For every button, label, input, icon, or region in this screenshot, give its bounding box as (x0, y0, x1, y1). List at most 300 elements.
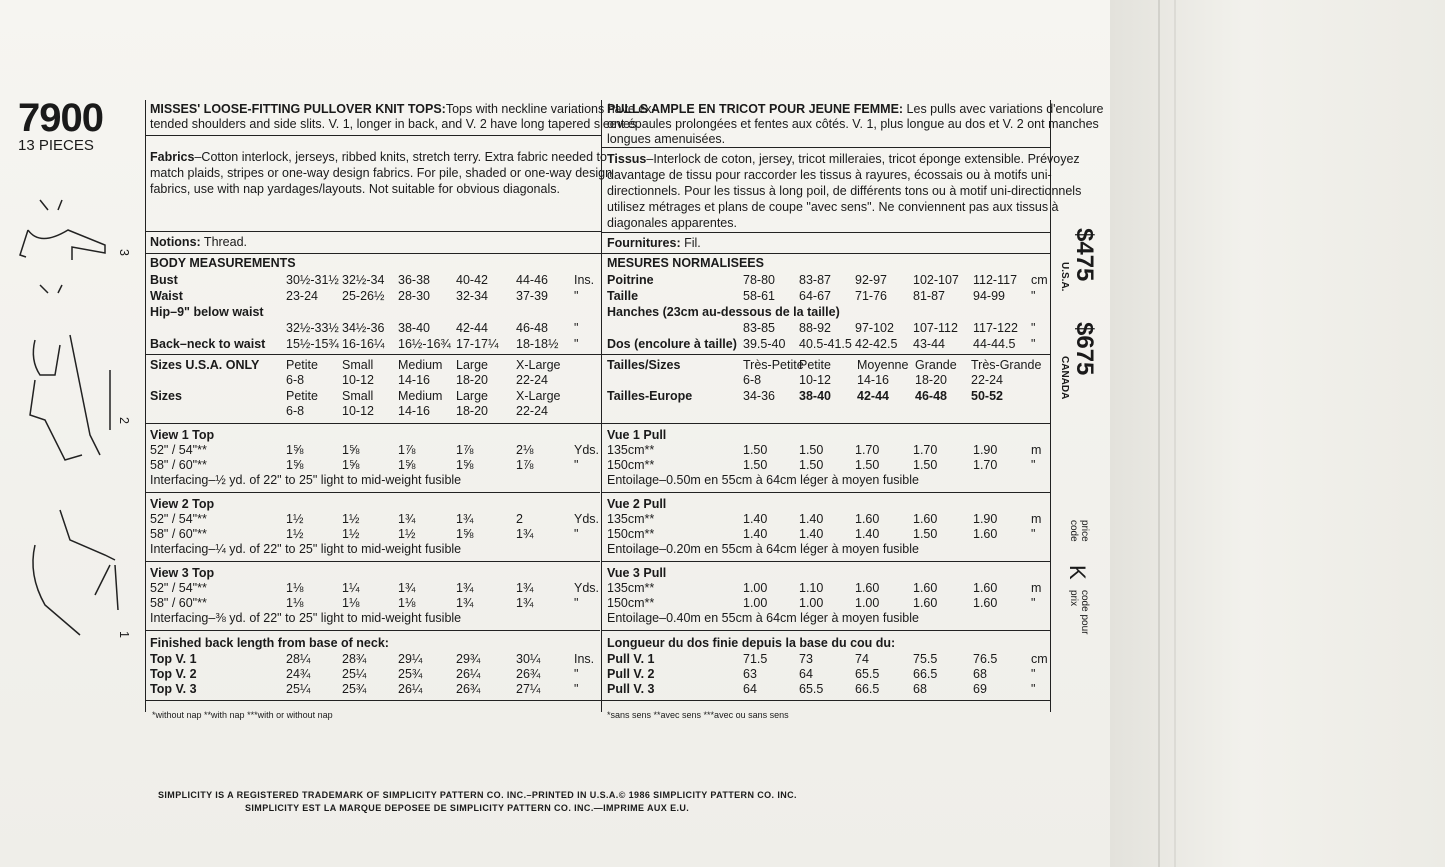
measure-value: 78-80 (743, 273, 775, 287)
fabric-width: 135cm** (607, 443, 655, 457)
interfacing-row (150, 611, 600, 626)
yardage-value: 1.50 (799, 458, 824, 472)
finished-row (150, 682, 600, 697)
en-header (150, 102, 656, 117)
yardage-value: 1½ (342, 527, 360, 541)
yardage-row (607, 443, 1050, 458)
section-rule (145, 354, 601, 355)
column-divider (601, 100, 602, 712)
fournitures-label: Fournitures: (607, 236, 681, 250)
en-sizes-row (150, 358, 600, 373)
notions-text: Thread. (200, 235, 248, 249)
yardage-value: 2⅛ (516, 443, 534, 457)
yardage-value: 1¾ (516, 527, 534, 541)
yardage-value: 1⅛ (286, 596, 304, 610)
column-divider (145, 100, 146, 712)
yardage-value: 1.40 (855, 527, 880, 541)
view-title-row (607, 566, 1050, 581)
length-value: 26¼ (398, 682, 423, 696)
unit-label: " (1031, 596, 1036, 610)
sizes-label: Sizes U.S.A. ONLY (150, 358, 260, 372)
yardage-value: 1.00 (799, 596, 824, 610)
fabric-width: 150cm** (607, 458, 655, 472)
fabrics-line: match plaids, stripes or one-way design fabrics. For pile, shaded or one-way design (150, 166, 613, 180)
length-value: 24¾ (286, 667, 311, 681)
measure-value: 117-122 (973, 321, 1018, 335)
size-num: 22-24 (971, 373, 1003, 387)
measure-value: 32-34 (456, 289, 488, 303)
unit-label: " (574, 667, 579, 681)
size-name: Petite (799, 358, 831, 372)
size-num: 6-8 (286, 373, 305, 387)
measure-label: Back–neck to waist (150, 337, 266, 351)
section-rule (145, 561, 600, 562)
size-name: Très-Petite (743, 358, 804, 372)
sketch-number: 1 (116, 631, 131, 638)
section-rule (601, 147, 1050, 148)
size-num: 10-12 (342, 373, 374, 387)
yardage-value: 1.50 (743, 443, 768, 457)
interfacing-note: Interfacing–⅜ yd. of 22" to 25" light to mid-weight fusible (150, 611, 462, 625)
yardage-value: 1⅞ (456, 443, 474, 457)
unit-label: " (1031, 321, 1036, 335)
measure-value: 94-99 (973, 289, 1005, 303)
section-rule (601, 253, 1050, 254)
view-title: Vue 1 Pull (607, 428, 667, 442)
fr-desc-line: longues amenuisées. (607, 132, 726, 146)
pattern-number: 7900 (18, 96, 103, 140)
yardage-value: 1⅞ (398, 443, 416, 457)
measure-value: 43-44 (913, 337, 945, 351)
size-name: Small (342, 358, 374, 372)
section-rule (145, 492, 600, 493)
yardage-value: 1⅝ (286, 458, 304, 472)
fabric-width: 135cm** (607, 581, 655, 595)
view-title: Vue 3 Pull (607, 566, 667, 580)
unit-label: " (1031, 527, 1036, 541)
flap-crease (1158, 0, 1160, 867)
measurement-row (150, 321, 600, 336)
measure-value: 38-40 (398, 321, 430, 335)
envelope-flap (1110, 0, 1445, 867)
length-value: 65.5 (799, 682, 824, 696)
length-value: 28¾ (342, 652, 367, 666)
unit-label: " (1031, 337, 1036, 351)
size-name: X-Large (516, 389, 561, 403)
en-fabrics (150, 150, 607, 165)
measure-value: 36-38 (398, 273, 430, 287)
measure-value: 34½-36 (342, 321, 385, 335)
interfacing-row (607, 611, 1050, 626)
unit-label: cm (1031, 273, 1048, 287)
size-num: 6-8 (743, 373, 762, 387)
measure-value: 39.5-40 (743, 337, 786, 351)
price-code-label: price code (1068, 520, 1090, 542)
eu-size: 46-48 (915, 389, 947, 403)
tissus-line: directionnels. Pour les tissus à long poil, de différents tons ou à motif uni-directionnels (607, 184, 1082, 198)
sizes-label: Sizes (150, 389, 182, 403)
fabrics-line: fabrics, use with nap yardages/layouts. Not suitable for obvious diagonals. (150, 182, 560, 196)
length-value: 73 (799, 652, 813, 666)
section-rule (602, 492, 1050, 493)
fabric-width: 52" / 54"** (150, 581, 207, 595)
finished-row (607, 682, 1052, 697)
finished-label: Pull V. 3 (607, 682, 655, 696)
length-value: 64 (743, 682, 757, 696)
interfacing-row (150, 542, 600, 557)
yardage-value: 1¾ (398, 581, 416, 595)
fr-size-nums (607, 373, 1052, 388)
measure-value: 83-85 (743, 321, 775, 335)
measure-value: 64-67 (799, 289, 831, 303)
unit-label: Yds. (574, 581, 600, 595)
yardage-value: 1¾ (398, 512, 416, 526)
yardage-value: 1.70 (913, 443, 938, 457)
length-value: 66.5 (913, 667, 938, 681)
measure-label: Bust (150, 273, 178, 287)
en-desc-line: tended shoulders and side slits. V. 1, longer in back, and V. 2 have long tapered sleeves. (150, 117, 640, 131)
size-num: 6-8 (286, 404, 305, 418)
size-num: 18-20 (456, 373, 488, 387)
size-name: Medium (398, 389, 443, 403)
size-name: Moyenne (857, 358, 909, 372)
price-canada: $675 (1071, 322, 1098, 376)
measure-value: 28-30 (398, 289, 430, 303)
measure-value: 42-42.5 (855, 337, 898, 351)
yardage-value: 1¾ (456, 596, 474, 610)
length-value: 28¼ (286, 652, 311, 666)
yardage-value: 1.70 (855, 443, 880, 457)
mesures-title: MESURES NORMALISEES (607, 256, 764, 270)
measure-value: 88-92 (799, 321, 831, 335)
finished-row (607, 667, 1052, 682)
measure-value: 71-76 (855, 289, 887, 303)
yardage-value: 1.90 (973, 443, 998, 457)
unit-label: " (574, 289, 579, 303)
view-title: View 3 Top (150, 566, 215, 580)
unit-label: Yds. (574, 512, 600, 526)
yardage-row (150, 581, 600, 596)
finished-row (150, 667, 600, 682)
length-value: 68 (973, 667, 987, 681)
length-value: 26¾ (456, 682, 481, 696)
length-value: 64 (799, 667, 813, 681)
yardage-value: 2 (516, 512, 523, 526)
unit-label: " (1031, 289, 1036, 303)
unit-label: " (1031, 458, 1036, 472)
fabric-width: 58" / 60"** (150, 458, 207, 472)
length-value: 25¼ (286, 682, 311, 696)
measure-value: 42-44 (456, 321, 488, 335)
measurement-row (607, 321, 1052, 336)
section-rule (602, 630, 1050, 631)
yardage-value: 1.60 (855, 512, 880, 526)
length-value: 71.5 (743, 652, 768, 666)
section-rule (145, 253, 601, 254)
section-rule (145, 630, 600, 631)
unit-label: " (574, 321, 579, 335)
length-value: 25¼ (342, 667, 367, 681)
section-rule (145, 231, 601, 232)
measure-value: 30½-31½ (286, 273, 339, 287)
length-value: 76.5 (973, 652, 998, 666)
eu-size: 42-44 (857, 389, 889, 403)
size-num: 10-12 (342, 404, 374, 418)
length-value: 29¾ (456, 652, 481, 666)
measure-value: 102-107 (913, 273, 959, 287)
size-num: 22-24 (516, 404, 548, 418)
length-value: 66.5 (855, 682, 880, 696)
measure-value: 32½-33½ (286, 321, 339, 335)
view-title: View 1 Top (150, 428, 215, 442)
measure-value: 44-46 (516, 273, 548, 287)
section-rule (602, 561, 1050, 562)
yardage-value: 1⅝ (342, 458, 360, 472)
tailles-label: Tailles/Sizes (607, 358, 681, 372)
yardage-value: 1½ (286, 527, 304, 541)
length-value: 27¼ (516, 682, 541, 696)
tissus-label: Tissus (607, 152, 647, 166)
size-name: Medium (398, 358, 443, 372)
fabric-width: 52" / 54"** (150, 512, 207, 526)
view-title-row (150, 428, 600, 443)
measure-value: 40-42 (456, 273, 488, 287)
tissus-line: davantage de tissu pour raccorder les tissus à rayures, écossais ou à motifs uni- (607, 168, 1052, 182)
unit-label: " (1031, 682, 1036, 696)
size-name: X-Large (516, 358, 561, 372)
interfacing-row (150, 473, 600, 488)
interfacing-note: Entoilage–0.50m en 55cm à 64cm léger à moyen fusible (607, 473, 919, 487)
measure-value: 107-112 (913, 321, 958, 335)
yardage-value: 1⅝ (456, 527, 474, 541)
measurement-row (607, 305, 1052, 320)
finished-label: Pull V. 2 (607, 667, 655, 681)
fr-sizes-row (607, 358, 1052, 373)
yardage-value: 1½ (286, 512, 304, 526)
fabric-width: 58" / 60"** (150, 596, 207, 610)
fr-footnote: *sans sens **avec sens ***avec ou sans sens (607, 710, 789, 720)
finished-label: Top V. 3 (150, 682, 197, 696)
yardage-value: 1⅝ (398, 458, 416, 472)
measure-label: Poitrine (607, 273, 654, 287)
size-name: Small (342, 389, 374, 403)
yardage-value: 1¾ (516, 581, 534, 595)
view-title-row (150, 566, 600, 581)
size-num: 18-20 (456, 404, 488, 418)
fournitures-text: Fil. (680, 236, 701, 250)
fabric-width: 135cm** (607, 512, 655, 526)
interfacing-note: Interfacing–½ yd. of 22" to 25" light to mid-weight fusible (150, 473, 462, 487)
yardage-value: 1.50 (913, 458, 938, 472)
eu-size: 34-36 (743, 389, 775, 403)
en-size-nums (150, 373, 600, 388)
yardage-value: 1.00 (743, 581, 768, 595)
length-value: 74 (855, 652, 869, 666)
yardage-value: 1½ (342, 512, 360, 526)
fabrics-text: –Cotton interlock, jerseys, ribbed knits, stretch terry. Extra fabric needed to (194, 150, 607, 164)
size-num: 10-12 (799, 373, 831, 387)
unit-label: m (1031, 443, 1042, 457)
yardage-row (607, 458, 1050, 473)
fr-title: PULLS AMPLE EN TRICOT POUR JEUNE FEMME: (607, 102, 904, 116)
section-rule (145, 423, 601, 424)
yardage-value: 1.60 (973, 581, 998, 595)
unit-label: " (574, 458, 579, 472)
yardage-value: 1⅝ (456, 458, 474, 472)
eu-size: 50-52 (971, 389, 1003, 403)
size-num: 14-16 (857, 373, 889, 387)
en-title: MISSES' LOOSE-FITTING PULLOVER KNIT TOPS: (150, 102, 446, 116)
section-rule (601, 232, 1050, 233)
fabrics-label: Fabrics (150, 150, 195, 164)
unit-label: m (1031, 512, 1042, 526)
yardage-value: 1⅛ (342, 596, 360, 610)
yardage-value: 1.00 (855, 596, 880, 610)
unit-label: m (1031, 581, 1042, 595)
fr-eu-sizes-row (607, 389, 1052, 404)
view-title-row (607, 497, 1050, 512)
sketch-number: 3 (116, 249, 131, 256)
en-footnote: *without nap **with nap ***with or without nap (152, 710, 333, 720)
measure-value: 17-17¼ (456, 337, 499, 351)
yardage-row (607, 596, 1050, 611)
yardage-value: 1.00 (743, 596, 768, 610)
yardage-value: 1.50 (855, 458, 880, 472)
unit-label: " (574, 596, 579, 610)
length-value: 26¾ (516, 667, 541, 681)
yardage-row (607, 527, 1050, 542)
measurement-row (150, 273, 600, 288)
fabric-width: 58" / 60"** (150, 527, 207, 541)
fr-fournitures (607, 236, 701, 251)
unit-label: Ins. (574, 652, 595, 666)
finished-label: Top V. 2 (150, 667, 197, 681)
yardage-value: 1⅛ (398, 596, 416, 610)
measure-label: Hanches (23cm au-dessous de la taille) (607, 305, 840, 319)
length-value: 25¾ (342, 682, 367, 696)
finished-title: Finished back length from base of neck: (150, 636, 389, 650)
measurement-row (150, 289, 600, 304)
yardage-value: 1.50 (913, 527, 938, 541)
size-name: Grande (915, 358, 957, 372)
yardage-value: 1.40 (799, 512, 824, 526)
price-code: K (1065, 565, 1090, 580)
measure-value: 37-39 (516, 289, 548, 303)
longueur-title: Longueur du dos finie depuis la base du cou du: (607, 636, 896, 650)
measure-value: 92-97 (855, 273, 887, 287)
fabric-width: 150cm** (607, 596, 655, 610)
yardage-value: 1.10 (799, 581, 824, 595)
finished-row (607, 652, 1052, 667)
yardage-row (607, 512, 1050, 527)
section-rule (601, 354, 1050, 355)
unit-label: " (574, 527, 579, 541)
unit-label: " (574, 682, 579, 696)
unit-label: " (1031, 667, 1036, 681)
yardage-value: 1.70 (973, 458, 998, 472)
yardage-row (150, 458, 600, 473)
finished-label: Top V. 1 (150, 652, 197, 666)
unit-label: Ins. (574, 273, 595, 287)
yardage-row (150, 596, 600, 611)
length-value: 29¼ (398, 652, 423, 666)
size-name: Large (456, 389, 488, 403)
yardage-row (150, 512, 600, 527)
yardage-value: 1.60 (913, 512, 938, 526)
length-value: 68 (913, 682, 927, 696)
view-title: View 2 Top (150, 497, 215, 511)
tissus-text: –Interlock de coton, jersey, tricot milleraies, tricot éponge extensible. Prévoyez (646, 152, 1080, 166)
price-code-fr: code pour prix (1068, 590, 1090, 635)
interfacing-note: Entoilage–0.40m en 55cm à 64cm léger à moyen fusible (607, 611, 919, 625)
length-value: 69 (973, 682, 987, 696)
measure-value: 23-24 (286, 289, 318, 303)
en-size-nums (150, 404, 600, 419)
yardage-row (607, 581, 1050, 596)
yardage-value: 1.60 (855, 581, 880, 595)
unit-label: Yds. (574, 443, 600, 457)
yardage-value: 1.60 (913, 581, 938, 595)
fr-desc: Les pulls avec variations d'encolure (903, 102, 1104, 116)
size-num: 18-20 (915, 373, 947, 387)
length-value: 63 (743, 667, 757, 681)
tailles-europe-label: Tailles-Europe (607, 389, 693, 403)
sketch-number: 2 (116, 417, 131, 424)
yardage-value: 1¼ (342, 581, 360, 595)
measure-value: 46-48 (516, 321, 548, 335)
measure-label: Waist (150, 289, 183, 303)
trademark-en: SIMPLICITY IS A REGISTERED TRADEMARK OF SIMPLICITY PATTERN CO. INC.–PRINTED IN U.S.A.© 1986 SIMPLICITY PATTERN CO. INC. (158, 790, 797, 800)
length-value: 25¾ (398, 667, 423, 681)
fr-desc-line: ont épaules prolongées et fentes aux côtés. V. 1, plus longue au dos et V. 2 ont manches (607, 117, 1099, 131)
length-value: 75.5 (913, 652, 938, 666)
yardage-value: 1.50 (743, 458, 768, 472)
size-name: Très-Grande (971, 358, 1042, 372)
yardage-value: 1.50 (799, 443, 824, 457)
size-num: 14-16 (398, 404, 430, 418)
notions-label: Notions: (150, 235, 201, 249)
price-usa: $475 (1071, 228, 1098, 282)
yardage-value: 1.90 (973, 512, 998, 526)
measurement-row (607, 273, 1052, 288)
unit-label: " (574, 337, 579, 351)
interfacing-note: Entoilage–0.20m en 55cm à 64cm léger à moyen fusible (607, 542, 919, 556)
measure-value: 15½-15¾ (286, 337, 339, 351)
measure-value: 25-26½ (342, 289, 385, 303)
measurement-row (150, 305, 600, 320)
price-usa-label: U.S.A. (1059, 262, 1070, 292)
section-rule (145, 700, 601, 701)
eu-size: 38-40 (799, 389, 831, 403)
en-notions (150, 235, 247, 250)
measure-value: 44-44.5 (973, 337, 1016, 351)
length-value: 65.5 (855, 667, 880, 681)
yardage-value: 1⅛ (286, 581, 304, 595)
measure-value: 58-61 (743, 289, 775, 303)
interfacing-row (607, 473, 1050, 488)
fabric-width: 150cm** (607, 527, 655, 541)
measurement-row (607, 289, 1052, 304)
tissus-line: diagonales apparentes. (607, 216, 737, 230)
size-name: Petite (286, 358, 318, 372)
measure-value: 81-87 (913, 289, 945, 303)
tissus-line: utilisez métrages et plans de coupe "avec sens". Ne conviennent pas aux tissus à (607, 200, 1059, 214)
yardage-row (150, 527, 600, 542)
yardage-value: 1⅝ (286, 443, 304, 457)
interfacing-note: Interfacing–¼ yd. of 22" to 25" light to mid-weight fusible (150, 542, 462, 556)
yardage-value: 1⅝ (342, 443, 360, 457)
size-num: 14-16 (398, 373, 430, 387)
